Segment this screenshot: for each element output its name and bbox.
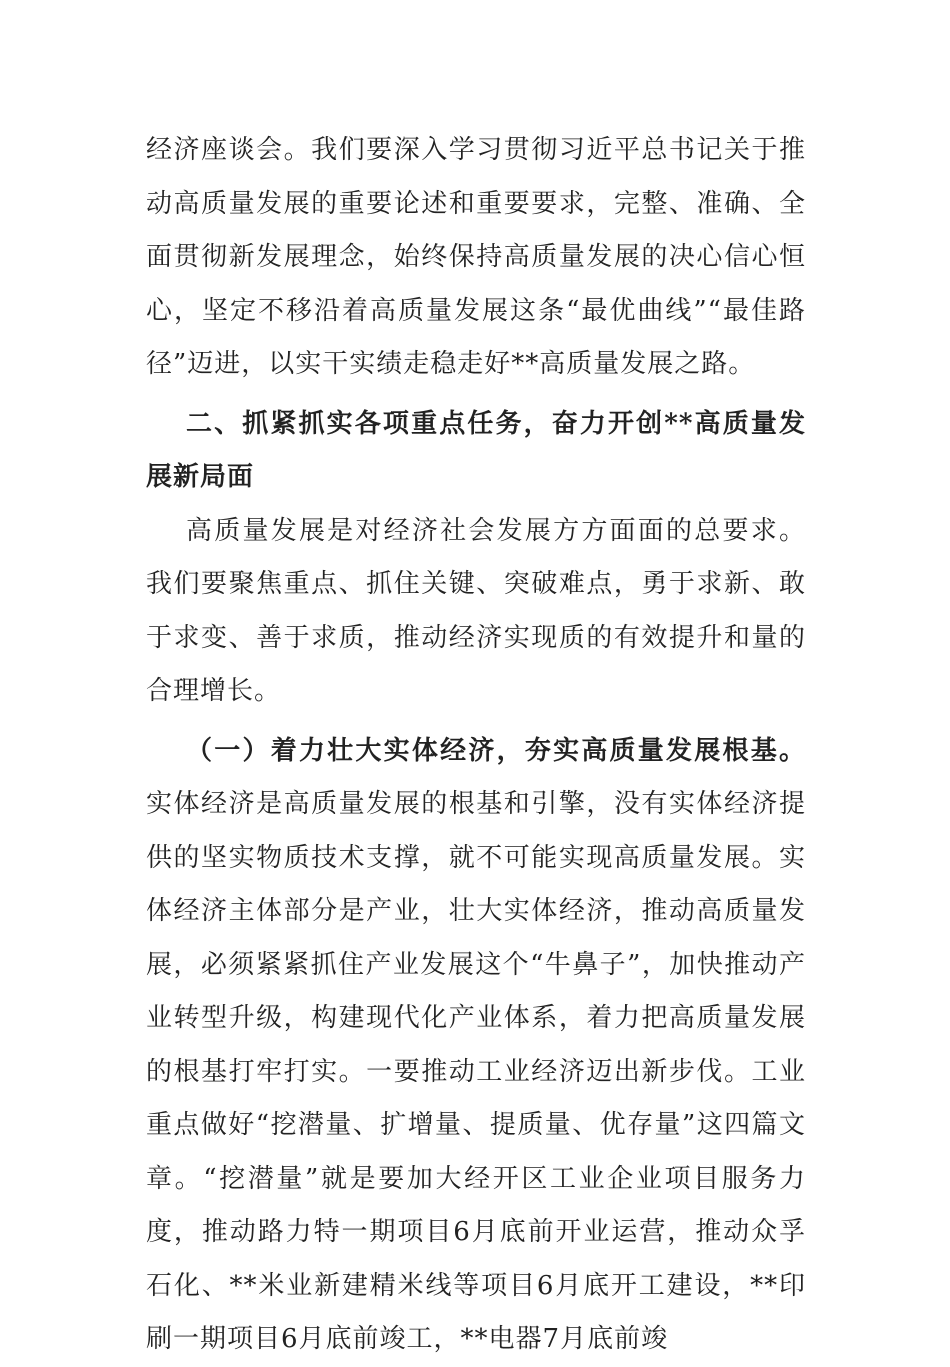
paragraph-continuation: 经济座谈会。我们要深入学习贯彻习近平总书记关于推动高质量发展的重要论述和重要要求，完整、准确、全面贯彻新发展理念，始终保持高质量发展的决心信心恒心，坚定不移沿着高质量发展这条“最优曲线”“最佳路径”迈进，以实干实绩走稳走好**高质量发展之路。 — [146, 135, 806, 379]
paragraph-subsection — [146, 725, 806, 1367]
subsection-body: 实体经济是高质量发展的根基和引擎，没有实体经济提供的坚实物质技术支撑，就不可能实现高质量发展。实体经济主体部分是产业，壮大实体经济，推动高质量发展，必须紧紧抓住产业发展这个“牛鼻子”，加快推动产业转型升级，构建现代化产业体系，着力把高质量发展的根基打牢打实。一要推动工业经济迈出新步伐。工业重点做好“挖潜量、扩增量、提质量、优存量”这四篇文章。“挖潜量”就是要加大经开区工业企业项目服务力度，推动路力特一期项目6月底前开业运营，推动众孚石化、**米业新建精米线等项目6月底开工建设，**印刷一期项目6月底前竣工，**电器7月底前竣 — [146, 789, 806, 1354]
section-heading: 二、抓紧抓实各项重点任务，奋力开创**高质量发展新局面 — [146, 408, 806, 492]
document-body — [146, 124, 806, 1367]
subsection-heading: （一）着力壮大实体经济，夯实高质量发展根基。 — [186, 735, 806, 766]
paragraph-intro: 高质量发展是对经济社会发展方方面面的总要求。我们要聚焦重点、抓住关键、突破难点，勇于求新、敢于求变、善于求质，推动经济实现质的有效提升和量的合理增长。 — [146, 515, 806, 706]
